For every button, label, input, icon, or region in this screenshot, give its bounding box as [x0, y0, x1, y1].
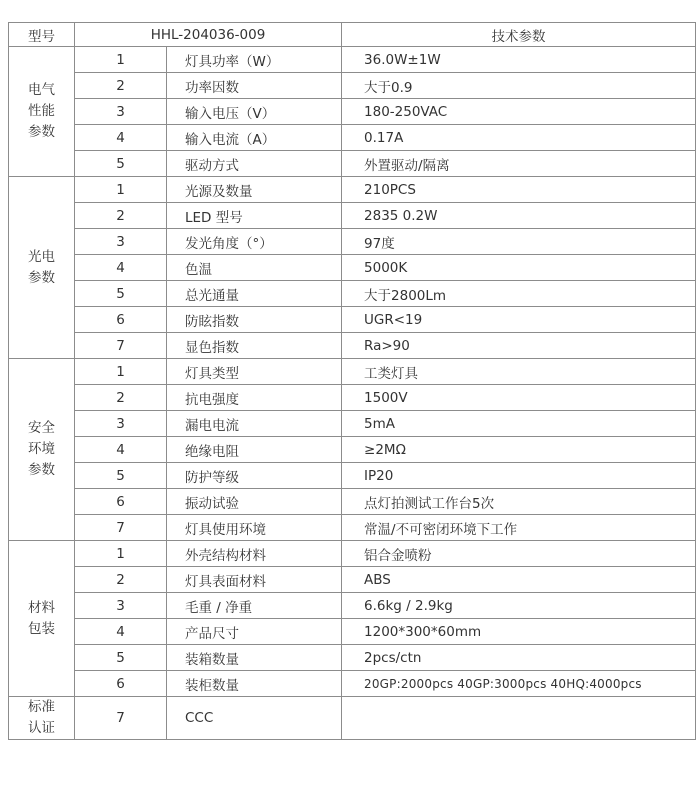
param-name: 绝缘电阻 — [167, 437, 342, 463]
row-index: 1 — [75, 177, 167, 203]
param-value: 5000K — [342, 255, 696, 281]
row-index: 4 — [75, 255, 167, 281]
param-value: 2835 0.2W — [342, 203, 696, 229]
row-index: 6 — [75, 489, 167, 515]
group-name — [9, 697, 75, 740]
param-name: 功率因数 — [167, 73, 342, 99]
param-value: 5mA — [342, 411, 696, 437]
row-index: 3 — [75, 99, 167, 125]
param-value: 大于0.9 — [342, 73, 696, 99]
row-index: 7 — [75, 697, 167, 740]
group-name-line: 光电 — [28, 248, 55, 265]
table-row — [9, 177, 696, 203]
param-name: 漏电电流 — [167, 411, 342, 437]
param-name: 输入电流（A） — [167, 125, 342, 151]
param-value: Ra>90 — [342, 333, 696, 359]
table-row — [9, 307, 696, 333]
table-row — [9, 489, 696, 515]
group-name-line: 性能 — [28, 103, 55, 119]
row-index: 7 — [75, 333, 167, 359]
table-row — [9, 411, 696, 437]
param-name: 发光角度（°） — [167, 229, 342, 255]
table-row — [9, 567, 696, 593]
param-name: 驱动方式 — [167, 151, 342, 177]
param-name: 输入电压（V） — [167, 99, 342, 125]
param-name: 灯具使用环境 — [167, 515, 342, 541]
row-index: 4 — [75, 619, 167, 645]
table-row — [9, 437, 696, 463]
param-name: 产品尺寸 — [167, 619, 342, 645]
table-row — [9, 99, 696, 125]
param-name: 毛重 / 净重 — [167, 593, 342, 619]
table-row — [9, 255, 696, 281]
table-row — [9, 47, 696, 73]
param-name: 外壳结构材料 — [167, 541, 342, 567]
param-name: 显色指数 — [167, 333, 342, 359]
param-value: 1200*300*60mm — [342, 619, 696, 645]
group-name — [9, 541, 75, 697]
table-row — [9, 645, 696, 671]
param-value: 180-250VAC — [342, 99, 696, 125]
group-name-line: 参数 — [28, 462, 55, 478]
param-name: 抗电强度 — [167, 385, 342, 411]
param-name: 光源及数量 — [167, 177, 342, 203]
group-name-line: 参数 — [28, 124, 55, 140]
param-value: 外置驱动/隔离 — [342, 151, 696, 177]
param-name: 防眩指数 — [167, 307, 342, 333]
row-index: 1 — [75, 359, 167, 385]
param-value: 点灯拍测试工作台5次 — [342, 489, 696, 515]
param-value: 36.0W±1W — [342, 47, 696, 73]
group-name-line: 标准 — [28, 699, 55, 715]
param-name: 装箱数量 — [167, 645, 342, 671]
table-row — [9, 671, 696, 697]
param-value: IP20 — [342, 463, 696, 489]
row-index: 2 — [75, 385, 167, 411]
group-name-line: 安全 — [28, 420, 55, 436]
param-name: LED 型号 — [167, 203, 342, 229]
row-index: 5 — [75, 463, 167, 489]
row-index: 7 — [75, 515, 167, 541]
group-name-line: 环境 — [28, 441, 55, 457]
spec-table — [8, 22, 696, 740]
param-name: 振动试验 — [167, 489, 342, 515]
row-index: 5 — [75, 281, 167, 307]
row-index: 4 — [75, 125, 167, 151]
param-name: 色温 — [167, 255, 342, 281]
row-index: 2 — [75, 73, 167, 99]
header-row — [9, 23, 696, 47]
param-value: 1500V — [342, 385, 696, 411]
row-index: 2 — [75, 567, 167, 593]
group-name — [9, 177, 75, 359]
row-index: 3 — [75, 411, 167, 437]
spec-body — [9, 47, 696, 740]
param-name: 装柜数量 — [167, 671, 342, 697]
param-value — [342, 697, 696, 740]
header-params-title: 技术参数 — [342, 23, 696, 47]
row-index: 2 — [75, 203, 167, 229]
param-value: 常温/不可密闭环境下工作 — [342, 515, 696, 541]
table-row — [9, 151, 696, 177]
row-index: 3 — [75, 593, 167, 619]
group-name — [9, 359, 75, 541]
param-value: 0.17A — [342, 125, 696, 151]
table-row — [9, 229, 696, 255]
param-value: 6.6kg / 2.9kg — [342, 593, 696, 619]
table-row — [9, 203, 696, 229]
param-value: UGR<19 — [342, 307, 696, 333]
table-row — [9, 463, 696, 489]
row-index: 5 — [75, 151, 167, 177]
group-name-line: 包装 — [28, 620, 55, 637]
table-row — [9, 73, 696, 99]
param-name: 灯具功率（W） — [167, 47, 342, 73]
table-row — [9, 281, 696, 307]
group-name-line: 参数 — [28, 269, 55, 286]
param-value: 20GP:2000pcs 40GP:3000pcs 40HQ:4000pcs — [342, 671, 696, 697]
table-row — [9, 359, 696, 385]
row-index: 6 — [75, 307, 167, 333]
group-name-line: 电气 — [28, 82, 55, 98]
param-value: 210PCS — [342, 177, 696, 203]
param-value: 工类灯具 — [342, 359, 696, 385]
row-index: 3 — [75, 229, 167, 255]
table-row — [9, 697, 696, 740]
param-value: ≥2MΩ — [342, 437, 696, 463]
header-model-number: HHL-204036-009 — [75, 23, 342, 47]
param-value: ABS — [342, 567, 696, 593]
param-value: 97度 — [342, 229, 696, 255]
row-index: 1 — [75, 47, 167, 73]
table-row — [9, 125, 696, 151]
row-index: 1 — [75, 541, 167, 567]
row-index: 6 — [75, 671, 167, 697]
param-value: 铝合金喷粉 — [342, 541, 696, 567]
header-model-label: 型号 — [9, 23, 75, 47]
table-row — [9, 515, 696, 541]
param-value: 大于2800Lm — [342, 281, 696, 307]
row-index: 5 — [75, 645, 167, 671]
param-value: 2pcs/ctn — [342, 645, 696, 671]
table-row — [9, 619, 696, 645]
row-index: 4 — [75, 437, 167, 463]
table-row — [9, 385, 696, 411]
table-row — [9, 593, 696, 619]
table-row — [9, 541, 696, 567]
param-name: 总光通量 — [167, 281, 342, 307]
group-name-line: 认证 — [28, 720, 55, 736]
param-name: 防护等级 — [167, 463, 342, 489]
param-name: CCC — [167, 697, 342, 740]
param-name: 灯具类型 — [167, 359, 342, 385]
table-row — [9, 333, 696, 359]
param-name: 灯具表面材料 — [167, 567, 342, 593]
group-name — [9, 47, 75, 177]
group-name-line: 材料 — [28, 599, 55, 616]
